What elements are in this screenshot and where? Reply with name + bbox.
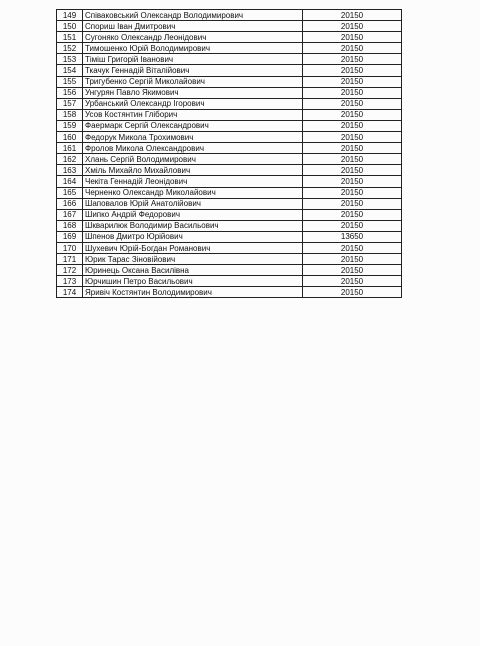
payment-amount: 20150 [303,198,402,209]
person-name: Шаповалов Юрій Анатолійович [83,198,303,209]
person-name: Шпенов Дмитро Юрійович [83,231,303,242]
table-row [57,87,402,98]
row-number: 161 [57,143,83,154]
payment-amount: 20150 [303,187,402,198]
row-number: 160 [57,132,83,143]
payment-amount: 20150 [303,276,402,287]
table-row [57,98,402,109]
table-row [57,10,402,21]
row-number: 172 [57,265,83,276]
person-name: Тіміш Григорій Іванович [83,54,303,65]
row-number: 154 [57,65,83,76]
payment-amount: 20150 [303,176,402,187]
payment-amount: 20150 [303,32,402,43]
person-name: Шипко Андрій Федорович [83,209,303,220]
person-name: Чекіта Геннадій Леонідович [83,176,303,187]
person-name: Сугоняко Олександр Леонідович [83,32,303,43]
person-name: Співаковський Олександр Володимирович [83,10,303,21]
payment-amount: 20150 [303,10,402,21]
table-row [57,276,402,287]
payment-amount: 20150 [303,109,402,120]
payment-amount: 20150 [303,87,402,98]
row-number: 157 [57,98,83,109]
row-number: 167 [57,209,83,220]
payment-amount: 20150 [303,54,402,65]
table-row [57,32,402,43]
person-name: Тригубенко Сергій Миколайович [83,76,303,87]
payment-amount: 20150 [303,220,402,231]
table-row [57,143,402,154]
person-name: Фролов Микола Олександрович [83,143,303,154]
row-number: 151 [57,32,83,43]
row-number: 164 [57,176,83,187]
payment-amount: 20150 [303,209,402,220]
payment-amount: 20150 [303,165,402,176]
payment-amount: 20150 [303,265,402,276]
row-number: 173 [57,276,83,287]
row-number: 158 [57,109,83,120]
payment-table-body [57,10,402,298]
row-number: 149 [57,10,83,21]
table-row [57,109,402,120]
person-name: Шкварилюк Володимир Васильович [83,220,303,231]
row-number: 155 [57,76,83,87]
row-number: 150 [57,21,83,32]
row-number: 156 [57,87,83,98]
table-row [57,242,402,253]
table-row [57,198,402,209]
row-number: 163 [57,165,83,176]
person-name: Хміль Михайло Михайлович [83,165,303,176]
person-name: Яривіч Костянтин Володимирович [83,287,303,298]
person-name: Хлань Сергій Володимирович [83,154,303,165]
person-name: Юрчишин Петро Васильович [83,276,303,287]
payment-amount: 13650 [303,231,402,242]
person-name: Усов Костянтин Гліборич [83,109,303,120]
table-row [57,187,402,198]
payment-amount: 20150 [303,287,402,298]
payment-amount: 20150 [303,143,402,154]
table-row [57,43,402,54]
person-name: Урбанський Олександр Ігорович [83,98,303,109]
person-name: Тимошенко Юрій Володимирович [83,43,303,54]
table-row [57,65,402,76]
table-row [57,154,402,165]
payment-amount: 20150 [303,21,402,32]
table-row [57,254,402,265]
table-row [57,265,402,276]
person-name: Спориш Іван Дмитрович [83,21,303,32]
table-row [57,231,402,242]
row-number: 152 [57,43,83,54]
person-name: Черненко Олександр Миколайович [83,187,303,198]
payment-amount: 20150 [303,76,402,87]
table-row [57,220,402,231]
payment-amount: 20150 [303,242,402,253]
row-number: 171 [57,254,83,265]
person-name: Юринець Оксана Василівна [83,265,303,276]
person-name: Федорук Микола Трохимович [83,132,303,143]
payment-amount: 20150 [303,154,402,165]
person-name: Ткачук Геннадій Віталійович [83,65,303,76]
person-name: Унгурян Павло Якимович [83,87,303,98]
payment-amount: 20150 [303,98,402,109]
payment-amount: 20150 [303,254,402,265]
table-row [57,120,402,131]
row-number: 153 [57,54,83,65]
table-row [57,176,402,187]
row-number: 166 [57,198,83,209]
payment-table [56,9,402,298]
payment-amount: 20150 [303,43,402,54]
table-row [57,209,402,220]
table-row [57,21,402,32]
row-number: 170 [57,242,83,253]
row-number: 162 [57,154,83,165]
payment-amount: 20150 [303,132,402,143]
row-number: 169 [57,231,83,242]
row-number: 174 [57,287,83,298]
table-row [57,54,402,65]
payment-amount: 20150 [303,120,402,131]
table-row [57,287,402,298]
person-name: Юрик Тарас Зіновійович [83,254,303,265]
row-number: 168 [57,220,83,231]
person-name: Фаермарк Сергій Олександрович [83,120,303,131]
payment-amount: 20150 [303,65,402,76]
row-number: 165 [57,187,83,198]
table-row [57,165,402,176]
person-name: Шухевич Юрій-Богдан Романович [83,242,303,253]
table-row [57,76,402,87]
row-number: 159 [57,120,83,131]
table-row [57,132,402,143]
